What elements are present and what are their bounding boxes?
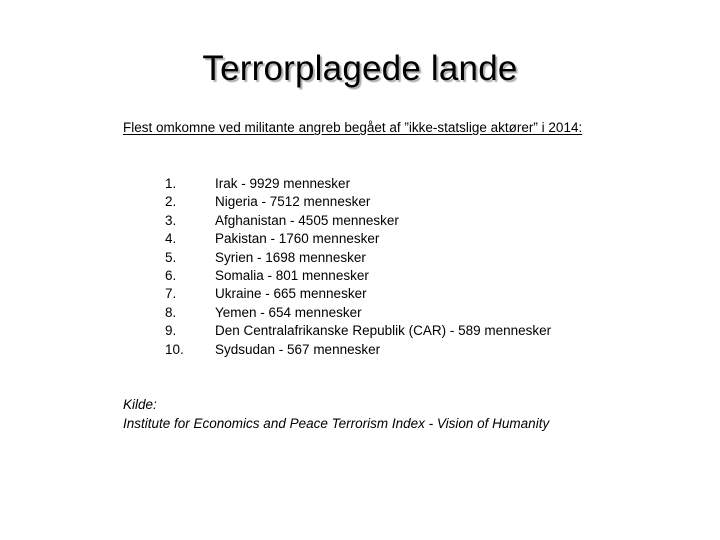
rank-text: Syrien - 1698 mennesker (215, 249, 366, 265)
rank-number: 3. (165, 212, 177, 228)
ranking-item (165, 267, 605, 285)
rank-number: 5. (165, 249, 177, 265)
ranking-item (165, 322, 605, 340)
rank-text: Sydsudan - 567 mennesker (215, 341, 381, 357)
rank-number: 9. (165, 323, 177, 339)
ranking-item (165, 175, 605, 193)
rank-text: Irak - 9929 mennesker (215, 176, 351, 191)
ranking-item (165, 230, 605, 248)
ranking-item (165, 341, 605, 359)
rank-number: 6. (165, 268, 177, 284)
rank-text: Somalia - 801 mennesker (215, 268, 369, 284)
rank-number: 2. (165, 194, 177, 210)
rank-number: 7. (165, 286, 177, 302)
ranking-item (165, 285, 605, 303)
rank-text: Den Centralafrikanske Republik (CAR) - 589 mennesker (215, 323, 552, 339)
rank-number: 4. (165, 231, 177, 247)
source-text: Institute for Economics and Peace Terrorism Index - Vision of Humanity (123, 415, 550, 431)
slide-title: Terrorplagede lande (202, 49, 518, 88)
ranking-item (165, 249, 605, 267)
rank-text: Nigeria - 7512 mennesker (215, 194, 371, 210)
subtitle: Flest omkomne ved militante angreb begået af ”ikke-statslige aktører” i 2014: (123, 120, 583, 135)
rank-text: Afghanistan - 4505 mennesker (215, 212, 399, 228)
ranking-item (165, 193, 605, 211)
rank-number: 1. (165, 176, 177, 191)
rank-number: 10. (165, 341, 184, 357)
ranking-item (165, 212, 605, 230)
rank-number: 8. (165, 304, 177, 320)
source-block (123, 396, 549, 433)
rank-text: Yemen - 654 mennesker (215, 304, 362, 320)
rank-text: Pakistan - 1760 mennesker (215, 231, 380, 247)
ranking-item (165, 304, 605, 322)
rank-text: Ukraine - 665 mennesker (215, 286, 367, 302)
source-label: Kilde: (123, 397, 157, 412)
ranking-list (165, 175, 605, 359)
